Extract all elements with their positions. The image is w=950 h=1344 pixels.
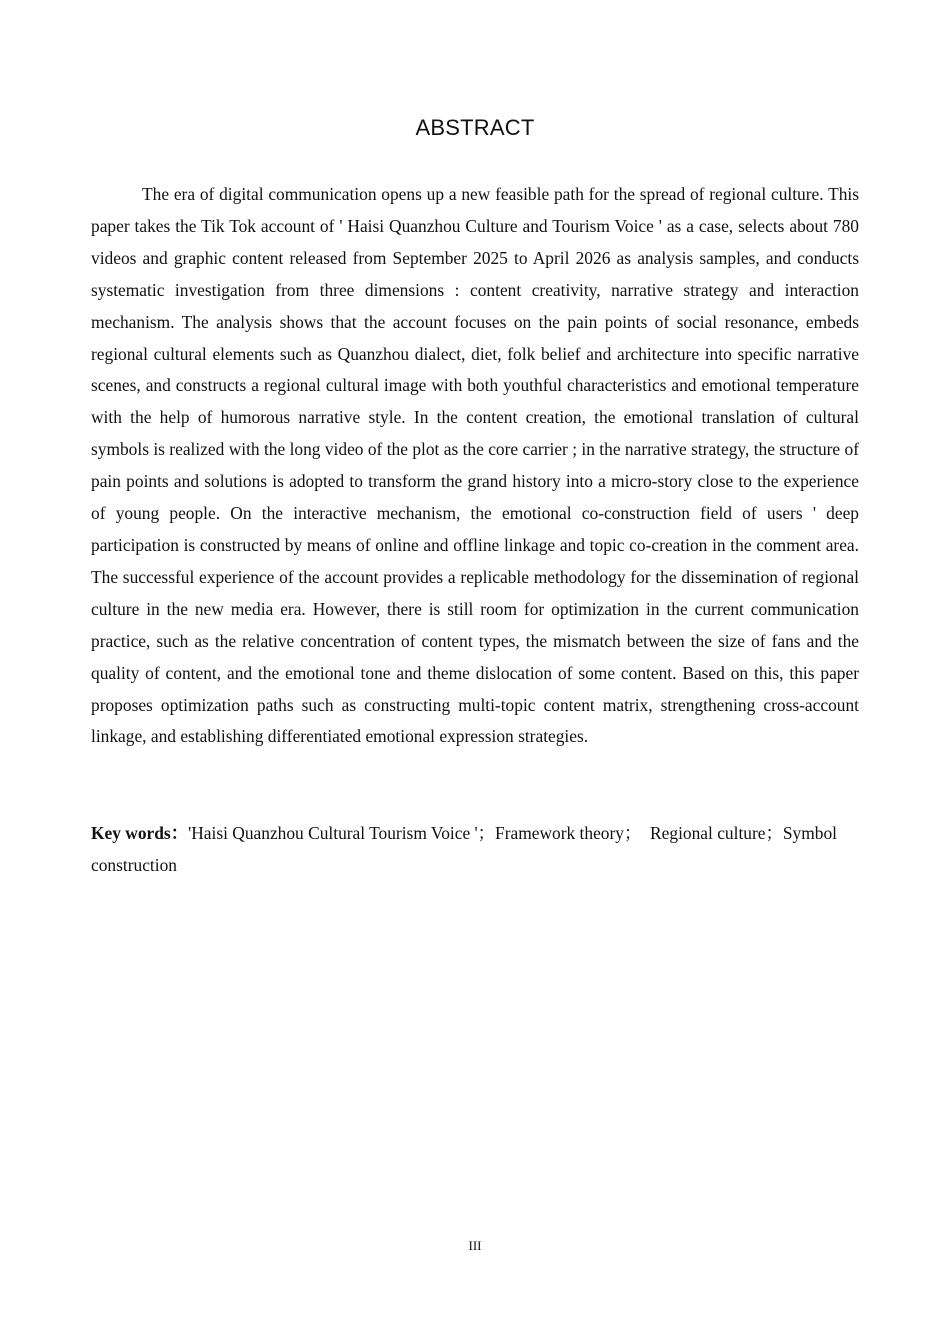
keywords-text: 'Haisi Quanzhou Cultural Tourism Voice '；Framework theory； Regional culture；Symbol construction [91, 823, 837, 875]
page-number: III [468, 1238, 482, 1253]
abstract-title: ABSTRACT [415, 115, 535, 140]
keywords-label: Key words： [91, 823, 189, 843]
abstract-body: The era of digital communication opens up a new feasible path for the spread of regional culture. This paper takes the Tik Tok account of ' Haisi Quanzhou Culture and Tourism Voice ' as a case, selects about 780 videos and graphic content released from September 2025 to April 2026 as analysis samples, and conducts systematic investigation from three dimensions : content creativity, narrative strategy and interaction mechanism. The analysis shows that the account focuses on the pain points of social resonance, embeds regional cultural elements such as Quanzhou dialect, diet, folk belief and architecture into specific narrative scenes, and constructs a regional cultural image with both youthful characteristics and emotional temperature with the help of humorous narrative style. In the content creation, the emotional translation of cultural symbols is realized with the long video of the plot as the core carrier ; in the narrative strategy, the structure of pain points and solutions is adopted to transform the grand history into a micro-story close to the experience of young people. On the interactive mechanism, the emotional co-construction field of users ' deep participation is constructed by means of online and offline linkage and topic co-creation in the comment area. The successful experience of the account provides a replicable methodology for the dissemination of regional culture in the new media era. However, there is still room for optimization in the current communication practice, such as the relative concentration of content types, the mismatch between the size of fans and the quality of content, and the emotional tone and theme dislocation of some content. Based on this, this paper proposes optimization paths such as constructing multi-topic content matrix, strengthening cross-account linkage, and establishing differentiated emotional expression strategies. [91, 184, 859, 747]
keywords-line [91, 818, 859, 881]
